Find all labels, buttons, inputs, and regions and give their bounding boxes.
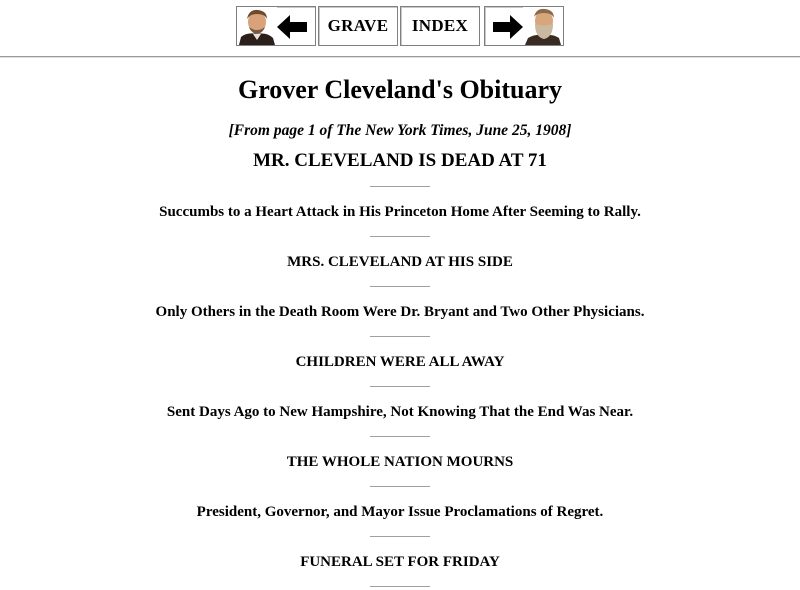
page-title: Grover Cleveland's Obituary [237,75,563,104]
deck-3: Only Others in the Death Room Were Dr. Bryant and Two Other Physicians. [155,304,645,320]
arrow-left-icon [277,15,307,39]
top-divider [0,56,800,58]
index-button[interactable] [400,6,480,46]
portrait-icon [523,7,563,45]
deck-1: Succumbs to a Heart Attack in His Princeton Home After Seeming to Rally. [159,204,641,220]
deck-2: MRS. CLEVELAND AT HIS SIDE [287,254,513,270]
navigation-bar [236,6,564,46]
previous-button[interactable] [236,6,316,46]
deck-5: Sent Days Ago to New Hampshire, Not Knowing That the End Was Near. [166,404,634,420]
index-button-label: INDEX [411,16,469,35]
main-headline: MR. CLEVELAND IS DEAD AT 71 [253,150,547,171]
deck-4: CHILDREN WERE ALL AWAY [295,354,505,370]
separator [370,586,430,587]
portrait-icon [237,7,277,45]
source-citation: [From page 1 of The New York Times, June 25, 1908] [228,122,572,139]
deck-7: President, Governor, and Mayor Issue Proclamations of Regret. [196,504,604,520]
grave-button[interactable] [318,6,398,46]
deck-6: THE WHOLE NATION MOURNS [286,454,514,470]
obituary-article [0,70,800,587]
arrow-right-icon [493,15,523,39]
next-button[interactable] [484,6,564,46]
deck-8: FUNERAL SET FOR FRIDAY [300,554,500,570]
grave-button-label: GRAVE [327,16,389,35]
